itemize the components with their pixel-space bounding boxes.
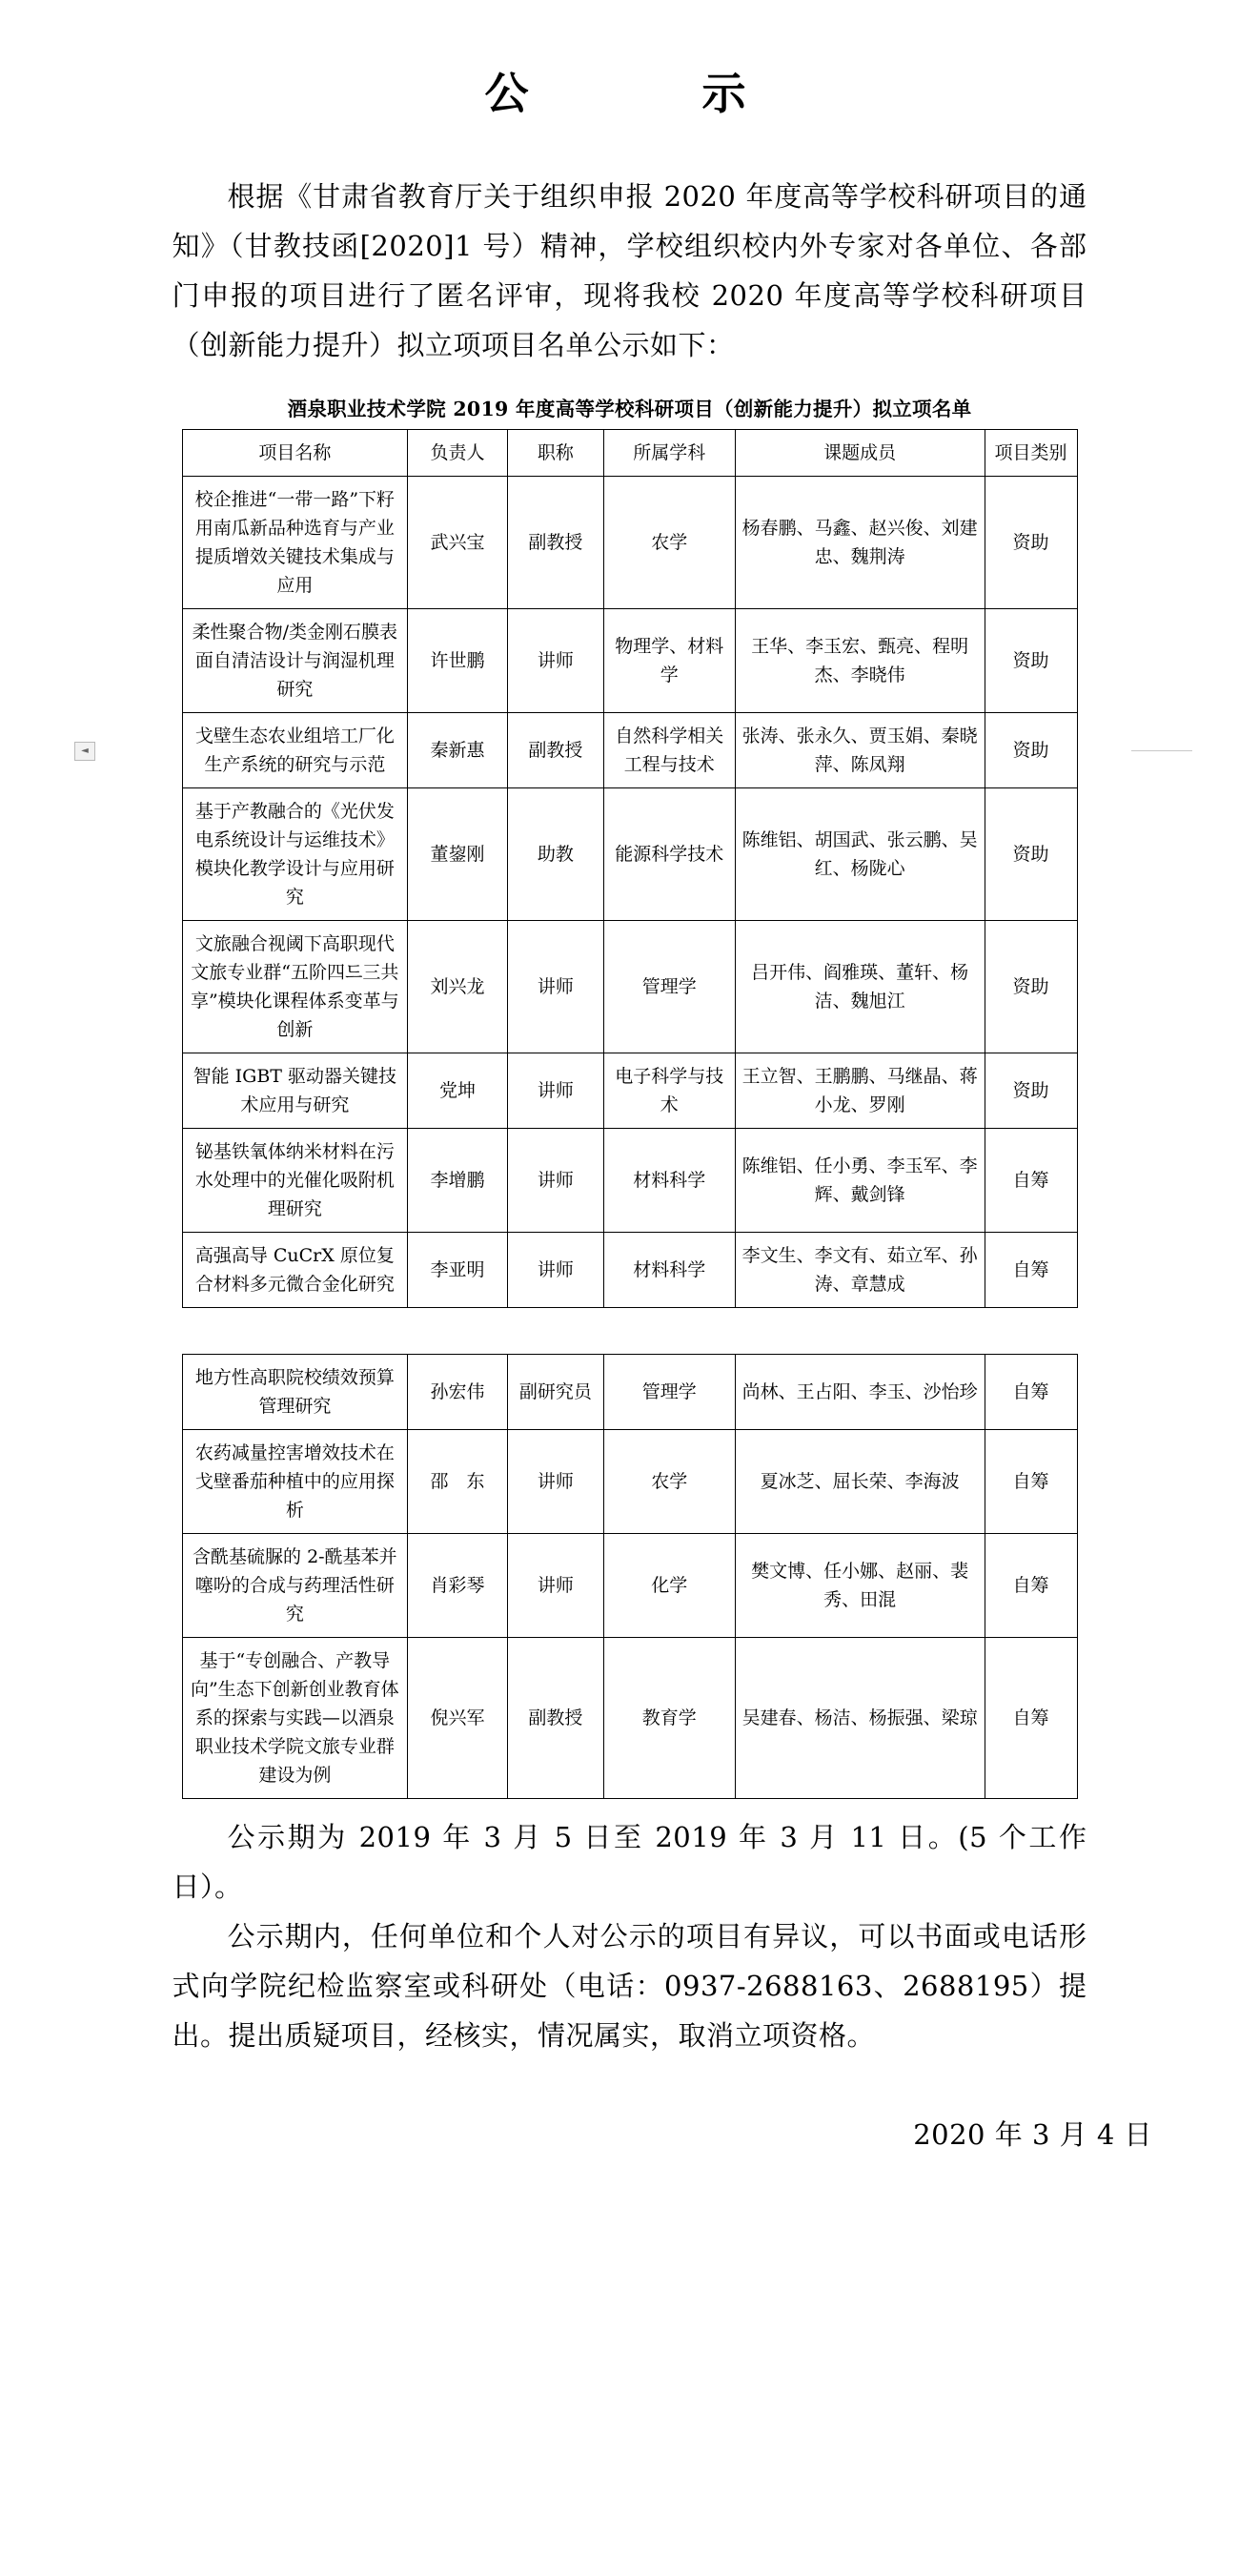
column-header-leader: 负责人 [408, 430, 508, 477]
cell-discipline: 能源科学技术 [604, 788, 736, 921]
cell-discipline: 管理学 [604, 1355, 736, 1430]
cell-project-name: 地方性高职院校绩效预算管理研究 [182, 1355, 408, 1430]
scroll-left-arrow-icon[interactable]: ◄ [74, 742, 95, 761]
column-header-discipline: 所属学科 [604, 430, 736, 477]
cell-leader: 李亚明 [408, 1233, 508, 1308]
cell-members: 王华、李玉宏、甄亮、程明杰、李晓伟 [735, 609, 985, 713]
table-row [182, 1638, 1077, 1799]
cell-type: 资助 [985, 921, 1077, 1053]
cell-discipline: 自然科学相关工程与技术 [604, 713, 736, 788]
table-row [182, 921, 1077, 1053]
cell-members: 王立智、王鹏鹏、马继晶、蒋小龙、罗刚 [735, 1053, 985, 1129]
cell-project-name: 文旅融合视阈下高职现代文旅专业群“五阶四드三共享”模块化课程体系变革与创新 [182, 921, 408, 1053]
table-row [182, 1233, 1077, 1308]
cell-leader: 秦新惠 [408, 713, 508, 788]
project-table-part2 [182, 1354, 1078, 1799]
cell-members: 尚林、王占阳、李玉、沙怡珍 [735, 1355, 985, 1430]
cell-type: 自筹 [985, 1233, 1077, 1308]
column-header-members: 课题成员 [735, 430, 985, 477]
cell-members: 杨春鹏、马鑫、赵兴俊、刘建忠、魏荆涛 [735, 477, 985, 609]
table-row [182, 477, 1077, 609]
table-row [182, 609, 1077, 713]
cell-discipline: 教育学 [604, 1638, 736, 1799]
intro-paragraph: 根据《甘肃省教育厅关于组织申报 2020 年度高等学校科研项目的通知》（甘教技函[2020]1 号）精神，学校组织校内外专家对各单位、各部门申报的项目进行了匿名评审，现将我校 2020 年度高等学校科研项目（创新能力提升）拟立项项目名单公示如下： [172, 180, 1087, 361]
table-row [182, 1129, 1077, 1233]
closing-section [173, 1799, 1087, 2060]
cell-leader: 李增鹏 [408, 1129, 508, 1233]
cell-type: 自筹 [985, 1638, 1077, 1799]
cell-discipline: 农学 [604, 1430, 736, 1534]
cell-project-name: 农药减量控害增效技术在戈壁番茄种植中的应用探析 [182, 1430, 408, 1534]
cell-title: 讲师 [507, 1233, 603, 1308]
cell-type: 资助 [985, 477, 1077, 609]
cell-members: 吕开伟、阎雅瑛、董轩、杨洁、魏旭江 [735, 921, 985, 1053]
cell-discipline: 物理学、材料学 [604, 609, 736, 713]
cell-project-name: 智能 IGBT 驱动器关键技术应用与研究 [182, 1053, 408, 1129]
cell-type: 资助 [985, 609, 1077, 713]
cell-members: 陈维铝、胡国武、张云鹏、吴红、杨陇心 [735, 788, 985, 921]
cell-discipline: 材料科学 [604, 1129, 736, 1233]
table-gap [0, 1308, 1259, 1354]
column-header-name: 项目名称 [182, 430, 408, 477]
cell-members: 樊文博、任小娜、赵丽、裴秀、田混 [735, 1534, 985, 1638]
cell-discipline: 农学 [604, 477, 736, 609]
cell-title: 讲师 [507, 1129, 603, 1233]
cell-project-name: 高强高导 CuCrX 原位复合材料多元微合金化研究 [182, 1233, 408, 1308]
cell-title: 讲师 [507, 1053, 603, 1129]
cell-discipline: 化学 [604, 1534, 736, 1638]
page-title: 公 示 [484, 68, 775, 119]
cell-leader: 刘兴龙 [408, 921, 508, 1053]
cell-leader: 倪兴军 [408, 1638, 508, 1799]
cell-members: 夏冰芝、屈长荣、李海波 [735, 1430, 985, 1534]
cell-discipline: 材料科学 [604, 1233, 736, 1308]
cell-type: 自筹 [985, 1534, 1077, 1638]
cell-leader: 孙宏伟 [408, 1355, 508, 1430]
cell-leader: 董鋆刚 [408, 788, 508, 921]
column-header-title: 职称 [507, 430, 603, 477]
table-row [182, 713, 1077, 788]
cell-project-name: 基于产教融合的《光伏发电系统设计与运维技术》模块化教学设计与应用研究 [182, 788, 408, 921]
table-caption: 酒泉职业技术学院 2019 年度高等学校科研项目（创新能力提升）拟立项名单 [287, 398, 972, 420]
table-row [182, 1534, 1077, 1638]
cell-title: 副教授 [507, 477, 603, 609]
cell-title: 讲师 [507, 1430, 603, 1534]
project-table-part1 [182, 429, 1078, 1308]
cell-project-name: 校企推进“一带一路”下籽用南瓜新品种选育与产业提质增效关键技术集成与应用 [182, 477, 408, 609]
cell-type: 资助 [985, 713, 1077, 788]
cell-leader: 肖彩琴 [408, 1534, 508, 1638]
table-row [182, 1053, 1077, 1129]
cell-title: 副研究员 [507, 1355, 603, 1430]
cell-project-name: 柔性聚合物/类金刚石膜表面自清洁设计与润湿机理研究 [182, 609, 408, 713]
intro-section [173, 122, 1087, 370]
cell-type: 资助 [985, 788, 1077, 921]
table-row [182, 788, 1077, 921]
cell-members: 李文生、李文有、茹立军、孙涛、章慧成 [735, 1233, 985, 1308]
cell-leader: 邵 东 [408, 1430, 508, 1534]
column-header-type: 项目类别 [985, 430, 1077, 477]
cell-discipline: 管理学 [604, 921, 736, 1053]
cell-leader: 武兴宝 [408, 477, 508, 609]
document-date: 2020 年 3 月 4 日 [913, 2118, 1152, 2151]
cell-project-name: 基于“专创融合、产教导向”生态下创新创业教育体系的探索与实践—以酒泉职业技术学院文旅专业群建设为例 [182, 1638, 408, 1799]
cell-title: 副教授 [507, 1638, 603, 1799]
cell-project-name: 含酰基硫脲的 2-酰基苯并噻吩的合成与药理活性研究 [182, 1534, 408, 1638]
cell-leader: 党坤 [408, 1053, 508, 1129]
cell-members: 张涛、张永久、贾玉娟、秦晓萍、陈凤翔 [735, 713, 985, 788]
cell-type: 自筹 [985, 1129, 1077, 1233]
page-edge-rule [1131, 750, 1192, 751]
table-header-row [182, 430, 1077, 477]
cell-title: 助教 [507, 788, 603, 921]
cell-type: 自筹 [985, 1430, 1077, 1534]
cell-discipline: 电子科学与技术 [604, 1053, 736, 1129]
cell-title: 副教授 [507, 713, 603, 788]
table-row [182, 1430, 1077, 1534]
cell-project-name: 戈壁生态农业组培工厂化生产系统的研究与示范 [182, 713, 408, 788]
cell-members: 陈维铝、任小勇、李玉军、李辉、戴剑锋 [735, 1129, 985, 1233]
cell-title: 讲师 [507, 1534, 603, 1638]
table-row [182, 1355, 1077, 1430]
cell-project-name: 铋基铁氧体纳米材料在污水处理中的光催化吸附机理研究 [182, 1129, 408, 1233]
notice-period-paragraph: 公示期为 2019 年 3 月 5 日至 2019 年 3 月 11 日。(5 个工作日）。 [172, 1821, 1087, 1903]
cell-type: 资助 [985, 1053, 1077, 1129]
cell-type: 自筹 [985, 1355, 1077, 1430]
cell-title: 讲师 [507, 609, 603, 713]
cell-title: 讲师 [507, 921, 603, 1053]
document-page [0, 59, 1259, 2576]
cell-members: 吴建春、杨洁、杨振强、梁琼 [735, 1638, 985, 1799]
cell-leader: 许世鹏 [408, 609, 508, 713]
objection-paragraph: 公示期内，任何单位和个人对公示的项目有异议，可以书面或电话形式向学院纪检监察室或科研处（电话：0937-2688163、2688195）提出。提出质疑项目，经核实，情况属实，取消立项资格。 [172, 1920, 1087, 2052]
